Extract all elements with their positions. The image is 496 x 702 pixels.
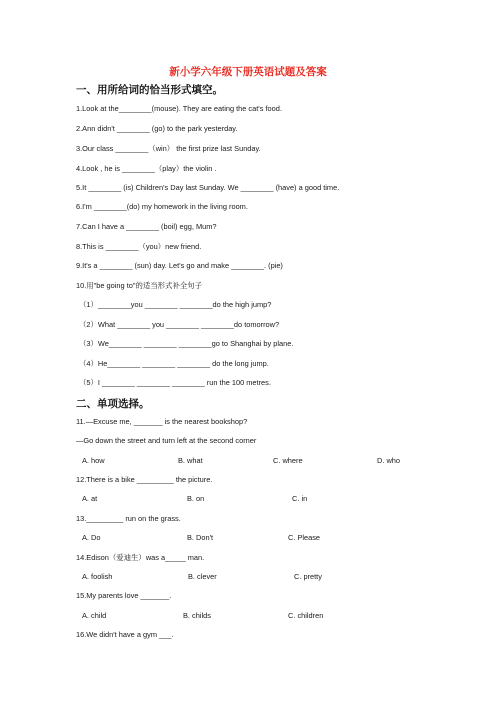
question-15-option-a: A. child	[82, 611, 107, 620]
question-15-option-b: B. childs	[183, 611, 211, 620]
question-11-stem: 11.—Excuse me, _______ is the nearest bookshop?	[76, 417, 248, 426]
question-15-option-c: C. children	[288, 611, 324, 620]
question-11-stem-2: —Go down the street and turn left at the second corner	[76, 436, 257, 445]
question-14-stem: 14.Edison（爱迪生）was a_____ man.	[76, 553, 205, 562]
question-10: 10.用"be going to"的适当形式补全句子	[76, 281, 203, 290]
question-7: 7.Can I have a ________ (boil) egg, Mum?	[76, 222, 217, 231]
question-10-sub-4: （4）He________ ________ ________ do the long jump.	[79, 359, 269, 368]
question-11-option-a: A. how	[82, 456, 105, 465]
section-1-heading: 一、用所给词的恰当形式填空。	[76, 84, 223, 96]
question-4: 4.Look , he is ________（play）the violin .	[76, 164, 217, 173]
question-14-option-b: B. clever	[188, 572, 217, 581]
question-11-option-b: B. what	[178, 456, 203, 465]
question-13-stem: 13._________ run on the grass.	[76, 514, 181, 523]
question-12-option-a: A. at	[82, 494, 98, 503]
question-11-option-c: C. where	[273, 456, 303, 465]
question-13-option-c: C. Please	[288, 533, 321, 542]
question-12-option-c: C. in	[292, 494, 308, 503]
question-2: 2.Ann didn't ________ (go) to the park yesterday.	[76, 124, 238, 133]
question-13-option-a: A. Do	[82, 533, 101, 542]
question-14-option-a: A. foolish	[82, 572, 113, 581]
question-11-option-d: D. who	[377, 456, 401, 465]
question-1: 1.Look at the________(mouse). They are eating the cat's food.	[76, 104, 282, 113]
question-10-sub-1: （1）________you ________ ________do the high jump?	[79, 300, 272, 309]
question-9: 9.It's a ________ (sun) day. Let's go and make ________. (pie)	[76, 261, 283, 270]
question-6: 6.I'm ________(do) my homework in the living room.	[76, 202, 248, 211]
document-title: 新小学六年级下册英语试题及答案	[169, 66, 327, 78]
question-3: 3.Our class ________（win） the first prize last Sunday.	[76, 144, 261, 153]
question-10-sub-5: （5）I ________ ________ ________ run the 100 metres.	[79, 378, 271, 387]
question-14-option-c: C. pretty	[294, 572, 322, 581]
question-8: 8.This is ________（you）new friend.	[76, 242, 202, 251]
question-5: 5.It ________ (is) Children's Day last Sunday. We ________ (have) a good time.	[76, 183, 340, 192]
question-10-sub-3: （3）We________ ________ ________go to Shanghai by plane.	[79, 339, 294, 348]
question-12-stem: 12.There is a bike _________ the picture.	[76, 475, 213, 484]
question-16-stem: 16.We didn't have a gym ___.	[76, 630, 174, 639]
section-2-heading: 二、单项选择。	[76, 398, 150, 410]
question-10-sub-2: （2）What ________ you ________ ________do tomorrow?	[79, 320, 280, 329]
question-15-stem: 15.My parents love _______.	[76, 591, 172, 600]
question-12-option-b: B. on	[187, 494, 205, 503]
question-13-option-b: B. Don't	[187, 533, 214, 542]
